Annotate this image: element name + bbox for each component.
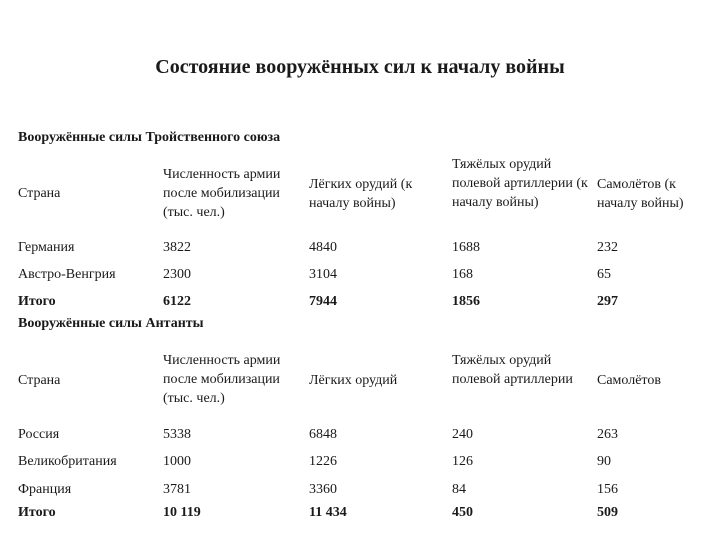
cell-aircraft: 232 <box>597 240 618 255</box>
cell-total-light-guns: 7944 <box>309 294 337 309</box>
cell-total-label: Итого <box>18 294 56 309</box>
cell-total-heavy-guns: 1856 <box>452 294 480 309</box>
cell-country: Австро-Венгрия <box>18 267 116 282</box>
cell-country: Великобритания <box>18 454 117 469</box>
cell-heavy-guns: 168 <box>452 267 473 282</box>
header-heavy-guns: Тяжёлых орудий полевой артиллерии <box>452 353 573 387</box>
header-heavy-guns: Тяжёлых орудий полевой артиллерии (к началу войны) <box>452 157 588 210</box>
cell-total-light-guns: 11 434 <box>309 505 347 520</box>
cell-light-guns: 6848 <box>309 427 337 442</box>
cell-army-size: 5338 <box>163 427 191 442</box>
header-country: Страна <box>18 186 61 201</box>
cell-light-guns: 1226 <box>309 454 337 469</box>
page-title: Состояние вооружённых сил к началу войны <box>155 56 565 78</box>
cell-country: Франция <box>18 482 72 497</box>
cell-light-guns: 3360 <box>309 482 337 497</box>
cell-total-army-size: 6122 <box>163 294 191 309</box>
cell-aircraft: 263 <box>597 427 618 442</box>
section-title-triple-alliance: Вооружённые силы Тройственного союза <box>18 130 281 145</box>
header-light-guns: Лёгких орудий <box>309 373 398 388</box>
header-light-guns: Лёгких орудий (к началу войны) <box>309 177 413 211</box>
cell-heavy-guns: 84 <box>452 482 466 497</box>
header-country: Страна <box>18 373 61 388</box>
cell-light-guns: 3104 <box>309 267 337 282</box>
header-aircraft: Самолётов <box>597 373 661 388</box>
cell-total-label: Итого <box>18 505 56 520</box>
cell-army-size: 3822 <box>163 240 191 255</box>
cell-aircraft: 65 <box>597 267 611 282</box>
cell-country: Россия <box>18 427 60 442</box>
cell-aircraft: 156 <box>597 482 618 497</box>
section-title-entente: Вооружённые силы Антанты <box>18 316 204 331</box>
cell-heavy-guns: 126 <box>452 454 473 469</box>
header-army-size: Численность армии после мобилизации (тыс. чел.) <box>163 353 281 406</box>
cell-total-heavy-guns: 450 <box>452 505 473 520</box>
cell-total-army-size: 10 119 <box>163 505 201 520</box>
cell-army-size: 2300 <box>163 267 191 282</box>
cell-total-aircraft: 509 <box>597 505 618 520</box>
header-aircraft: Самолётов (к началу войны) <box>597 177 684 211</box>
cell-country: Германия <box>18 240 75 255</box>
cell-army-size: 1000 <box>163 454 191 469</box>
header-army-size: Численность армии после мобилизации (тыс. чел.) <box>163 167 281 220</box>
cell-aircraft: 90 <box>597 454 611 469</box>
cell-heavy-guns: 1688 <box>452 240 480 255</box>
cell-total-aircraft: 297 <box>597 294 618 309</box>
cell-heavy-guns: 240 <box>452 427 473 442</box>
cell-light-guns: 4840 <box>309 240 337 255</box>
cell-army-size: 3781 <box>163 482 191 497</box>
